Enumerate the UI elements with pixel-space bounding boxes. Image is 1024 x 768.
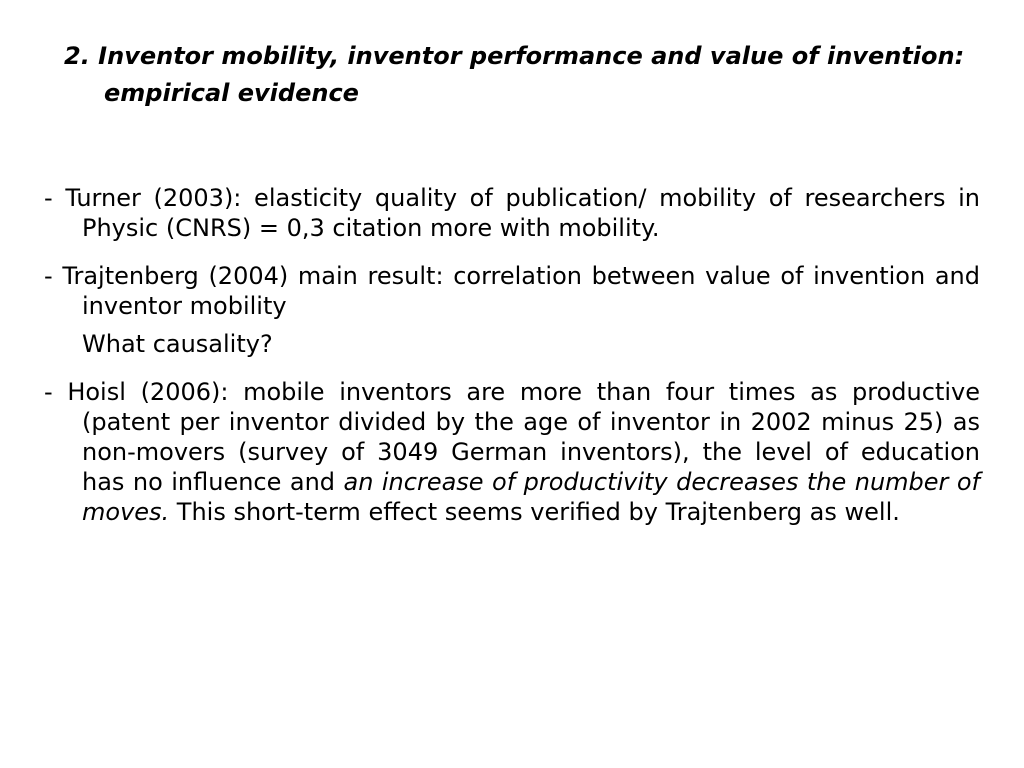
bullet-hoisl-conclusion: This short-term effect seems verified by Trajtenberg as well. [169, 498, 900, 526]
slide-body [44, 183, 980, 545]
bullet-trajtenberg: - Trajtenberg (2004) main result: correlation between value of invention and inventor mobility [44, 262, 980, 320]
bullet-turner: - Turner (2003): elasticity quality of publication/ mobility of researchers in Physic (CNRS) = 0,3 citation more with mobility. [44, 184, 980, 242]
bullet-hoisl [44, 377, 980, 527]
bullet-hoisl-emphasis: an increase of productivity decreases the number of moves. [82, 468, 980, 526]
slide-title: 2. Inventor mobility, inventor performance and value of invention: empirical evidence [64, 42, 965, 107]
bullet-hoisl-text: - Hoisl (2006): mobile inventors are more than four times as productive (patent per inventor divided by the age of inventor in 2002 minus 25) as non-movers (survey of 3049 German inventors), the level of education has no influence and [44, 378, 980, 496]
bullet-trajtenberg-question: What causality? [82, 330, 273, 358]
